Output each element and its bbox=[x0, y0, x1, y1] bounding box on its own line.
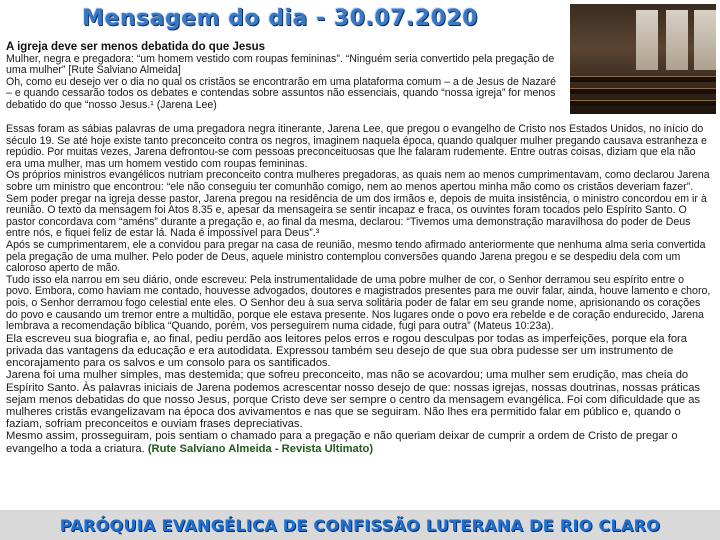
church-window bbox=[666, 10, 688, 70]
article-credit: (Rute Salviano Almeida - Revista Ultimato) bbox=[147, 442, 374, 455]
article-closing: Mesmo assim, prosseguiram, pois sentiam o chamado para a pregação e não queriam deixar de cumprir a ordem de Cristo de pregar o evangelho a toda a criatura. bbox=[6, 430, 678, 455]
church-window bbox=[694, 10, 716, 70]
church-pew bbox=[570, 88, 716, 94]
article-paragraph: Jarena foi uma mulher simples, mas destemida; que sofreu preconceito, mas não se acovardou; uma mulher sem erudição, mas cheia do Espírito Santo. Às palavras iniciais de Jarena podemos acrescentar nosso desejo de que: nossas igrejas, nossas doutrinas, nossas práticas sejam menos debatidas do que nosso Jesus, porque Cristo deve ser sempre o centro da mensagem evangélica. Foi com dificuldade que as mulheres cristãs evangelizavam na época dos avivamentos e nas que se seguiram. Não lhes era permitido falar em público e, quando o faziam, sofriam preconceitos e ouviam frases depreciativas. bbox=[6, 369, 701, 431]
page-title: Mensagem do dia - 30.07.2020 bbox=[82, 6, 478, 31]
article-paragraph: Oh, como eu desejo ver o dia no qual os cristãos se encontrarão em uma plataforma comum – a de Jesus de Nazaré – e quando cessarão todos os debates e contendas sobre assuntos não essenciais, quando “nossa igreja” for menos debatido do que “nosso Jesus.¹ (Jarena Lee) bbox=[6, 75, 556, 111]
article-body bbox=[6, 124, 712, 455]
article-paragraph: Os próprios ministros evangélicos nutriam preconceito contra mulheres pregadoras, as quais nem ao menos cumprimentavam, como declarou Jarena sobre um ministro que encontrou: “ele não conseguiu ter comunhão comigo, nem ao menos apertou minha mão como os cristãos deveriam fazer”. Sem poder pregar na igreja desse pastor, Jarena pregou na residência de um dos irmãos e, depois de muita insistência, o ministro concordou em ir à reunião. O texto da mensagem foi Atos 8.35 e, apesar da mensageira se sentir incapaz e fraca, os ouvintes foram tocados pelo Espírito Santo. O pastor concordava com “améns” durante a pregação e, ao final da mesma, declarou: “Tivemos uma demonstração maravilhosa do poder de Deus entre nós, e fiquei feliz de estar lá. Nada é impossível para Deus”.³ bbox=[6, 169, 710, 240]
church-window bbox=[636, 10, 658, 70]
church-pew bbox=[570, 100, 716, 106]
article-paragraph: Após se cumprimentarem, ele a convidou para pregar na casa de reunião, mesmo tendo afirmado anteriormente que nenhuma alma seria convertida pela pregação de uma mulher. Pelo poder de Deus, aquele ministro contemplou conversões quando Jarena pregou e se despediu dela com um caloroso aperto de mão. bbox=[6, 238, 706, 275]
article-paragraph bbox=[6, 430, 712, 454]
footer-banner bbox=[0, 510, 720, 540]
church-interior-photo bbox=[570, 4, 716, 114]
footer-text: PARÓQUIA EVANGÉLICA DE CONFISSÃO LUTERANA DE RIO CLARO bbox=[59, 515, 661, 535]
article-paragraph: Tudo isso ela narrou em seu diário, onde escreveu: Pela instrumentalidade de uma pobre mulher de cor, o Senhor derramou seu espírito entre o povo. Embora, como haviam me contado, houvesse advogados, doutores e magistrados presentes para me ouvir falar, ainda, houve lamento e choro, pois, o Senhor derramou fogo celestial ente eles. O Senhor deu à sua serva solitária poder de falar em seu grande nome, aprisionando os corações do povo e causando um tremor entre a multidão, porque ele estava presente. Nos lugares onde o povo era rebelde e de coração endurecido, Jarena lembrava a recomendação bíblica “Quando, porém, vos perseguirem numa cidade, fugi para outra” (Mateus 10:23a). bbox=[6, 273, 711, 333]
church-pew bbox=[570, 76, 716, 82]
article-paragraph: Essas foram as sábias palavras de uma pregadora negra itinerante, Jarena Lee, que pregou o evangelho de Cristo nos Estados Unidos, no início do século 19. Se até hoje existe tanto preconceito contra os negros, imaginem naquela época, quando qualquer mulher pregando causava estranheza e repúdio. Por muitas vezes, Jarena defrontou-se com pessoas preconceituosas que lhe falaram rudemente. Entre outras coisas, diziam que ela não era uma mulher, mas um homem vestido com roupas femininas. bbox=[6, 123, 707, 170]
article-title: A igreja deve ser menos debatida do que Jesus bbox=[6, 41, 266, 53]
article-paragraph: Mulher, negra e pregadora: “um homem vestido com roupas femininas”. “Ninguém seria convertido pela pregação de uma mulher” [Rute Salviano Almeida] bbox=[6, 52, 555, 77]
article-top bbox=[6, 42, 564, 112]
article-paragraph: Ela escreveu sua biografia e, ao final, pediu perdão aos leitores pelos erros e rogou desculpas por todas as imperfeições, porque ela fora privada das vantagens da educação e era autodidata. Expressou também seu desejo de que sua obra pudesse ser um instrumento de encorajamento para os salvos e um consolo para os santificados. bbox=[6, 332, 687, 370]
